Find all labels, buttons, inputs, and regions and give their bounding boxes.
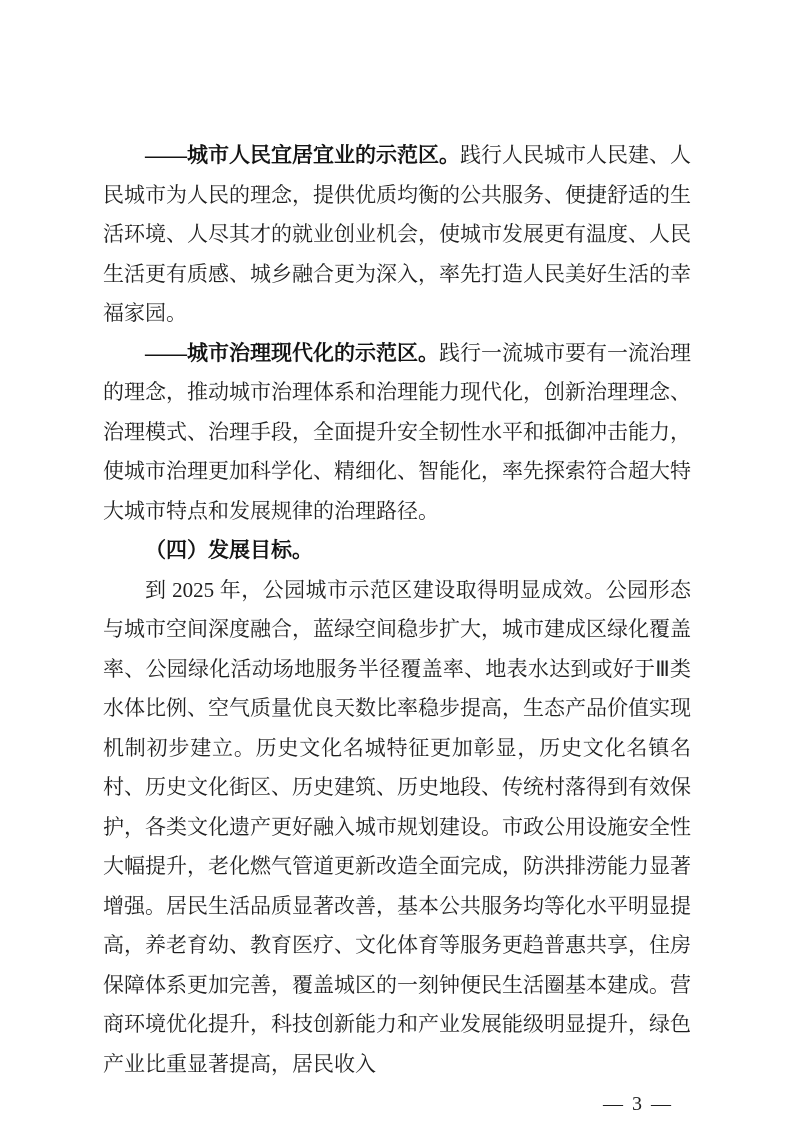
paragraph-governance (103, 334, 691, 532)
paragraph-governance-lead: ——城市治理现代化的示范区。 (145, 340, 439, 365)
section-heading-development-goals: （四）发展目标。 (145, 538, 313, 562)
paragraph-governance-body: 践行一流城市要有一流治理的理念，推动城市治理体系和治理能力现代化，创新治理理念、治理模式、治理手段，全面提升安全韧性水平和抵御冲击能力，使城市治理更加科学化、精细化、智能化，率先探索符合超大特大城市特点和发展规律的治理路径。 (103, 340, 691, 523)
paragraph-goals-2025: 到 2025 年，公园城市示范区建设取得明显成效。公园形态与城市空间深度融合，蓝绿空间稳步扩大，城市建成区绿化覆盖率、公园绿化活动场地服务半径覆盖率、地表水达到或好于Ⅲ类水体比例、空气质量优良天数比率稳步提高，生态产品价值实现机制初步建立。历史文化名城特征更加彰显，历史文化名镇名村、历史文化街区、历史建筑、历史地段、传统村落得到有效保护，各类文化遗产更好融入城市规划建设。市政公用设施安全性大幅提升，老化燃气管道更新改造全面完成，防洪排涝能力显著增强。居民生活品质显著改善，基本公共服务均等化水平明显提高，养老育幼、教育医疗、文化体育等服务更趋普惠共享，住房保障体系更加完善，覆盖城区的一刻钟便民生活圈基本建成。营商环境优化提升，科技创新能力和产业发展能级明显提升，绿色产业比重显著提高，居民收入 (103, 577, 691, 1076)
paragraph-livable-city (103, 136, 691, 334)
paragraph-livable-city-lead: ——城市人民宜居宜业的示范区。 (145, 143, 460, 167)
paragraph-livable-city-body: 践行人民城市人民建、人民城市为人民的理念，提供优质均衡的公共服务、便捷舒适的生活环境、人尽其才的就业创业机会，使城市发展更有温度、人民生活更有质感、城乡融合更为深入，率先打造人民美好生活的幸福家园。 (103, 143, 691, 325)
page-number: — 3 — (603, 1093, 673, 1115)
